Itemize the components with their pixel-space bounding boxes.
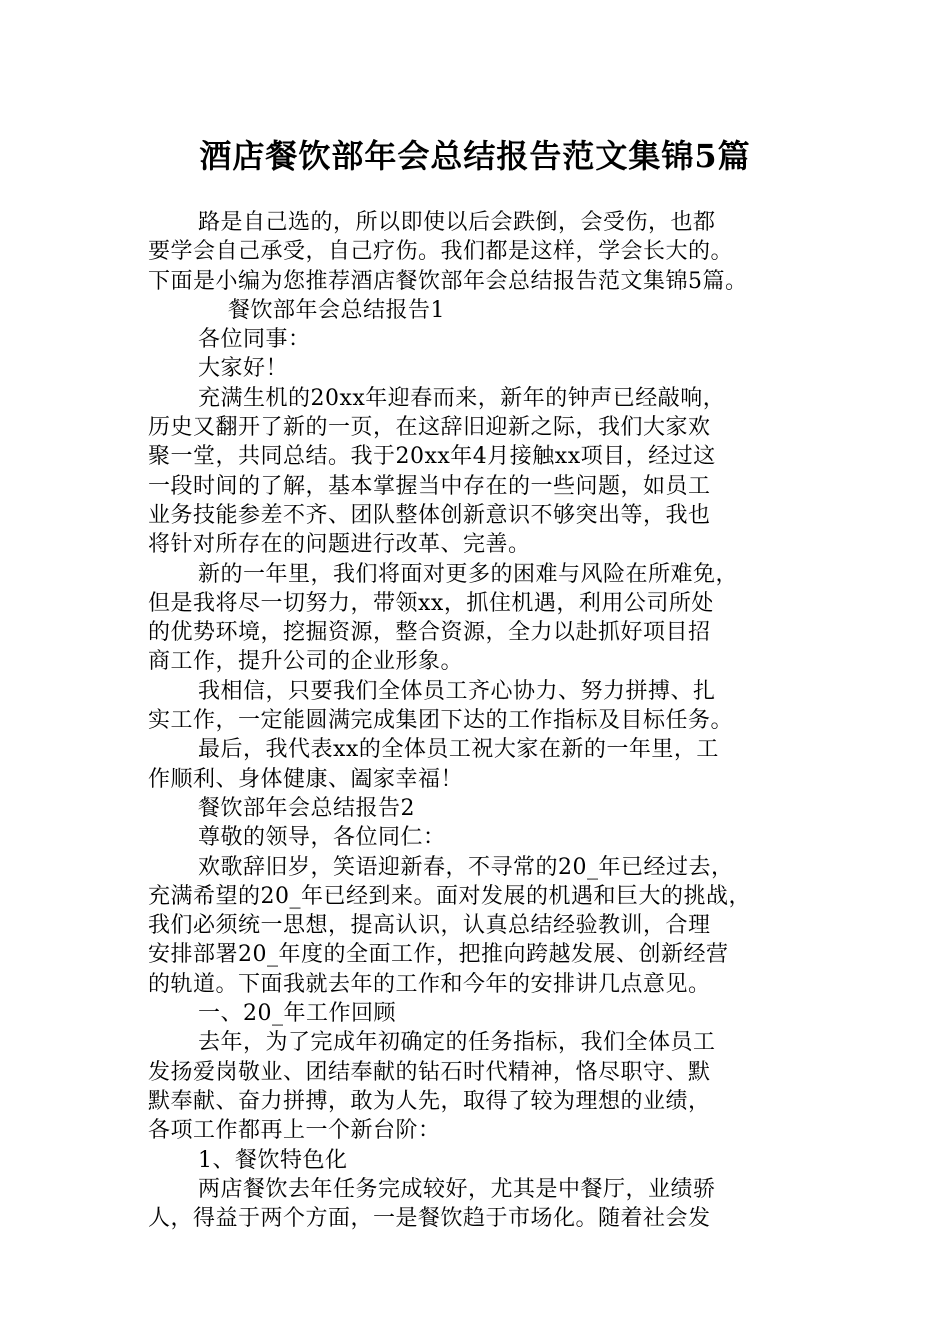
body-text-line: 各位同事： (198, 327, 311, 353)
body-text-line: 业务技能参差不齐、团队整体创新意识不够突出等，我也 (148, 502, 711, 528)
body-text-line: 人，得益于两个方面，一是餐饮趋于市场化。随着社会发 (148, 1206, 711, 1232)
body-text-line: 各项工作都再上一个新台阶： (148, 1118, 441, 1144)
body-text-line: 的轨道。下面我就去年的工作和今年的安排讲几点意见。 (148, 971, 711, 997)
body-text-line: 聚一堂，共同总结。我于20xx年4月接触xx项目，经过这 (148, 444, 716, 470)
body-text-line: 实工作，一定能圆满完成集团下达的工作指标及目标任务。 (148, 708, 734, 734)
body-text-line: 一、20_年工作回顾 (198, 1001, 396, 1027)
body-text-line: 要学会自己承受，自己疗伤。我们都是这样，学会长大的。 (148, 239, 734, 265)
body-text-line: 历史又翻开了新的一页，在这辞旧迎新之际，我们大家欢 (148, 415, 711, 441)
document-title: 酒店餐饮部年会总结报告范文集锦5篇 (199, 137, 751, 175)
body-text-line: 欢歌辞旧岁，笑语迎新春，不寻常的20_年已经过去， (198, 854, 734, 880)
body-text-line: 两店餐饮去年任务完成较好，尤其是中餐厅，业绩骄 (198, 1176, 716, 1202)
body-text-line: 尊敬的领导，各位同仁： (198, 825, 446, 851)
body-text-line: 大家好！ (198, 356, 289, 382)
body-text-line: 将针对所存在的问题进行改革、完善。 (148, 532, 531, 558)
body-text-line: 作顺利、身体健康、阖家幸福！ (148, 766, 464, 792)
document-body (148, 208, 838, 1233)
body-text-line: 我相信，只要我们全体员工齐心协力、努力拼搏、扎 (198, 678, 716, 704)
body-text-line: 发扬爱岗敬业、团结奉献的钻石时代精神，恪尽职守、默 (148, 1059, 711, 1085)
body-text-line: 我们必须统一思想，提高认识，认真总结经验教训，合理 (148, 913, 711, 939)
body-text-line: 1、餐饮特色化 (198, 1147, 348, 1173)
body-text-line: 餐饮部年会总结报告1 (228, 297, 445, 323)
body-text-line: 一段时间的了解，基本掌握当中存在的一些问题，如员工 (148, 473, 711, 499)
body-text-line: 下面是小编为您推荐酒店餐饮部年会总结报告范文集锦5篇。 (148, 268, 748, 294)
body-text-line: 但是我将尽一切努力，带领xx，抓住机遇，利用公司所处 (148, 590, 714, 616)
body-text-line: 充满希望的20_年已经到来。面对发展的机遇和巨大的挑战， (148, 883, 751, 909)
body-text-line: 去年，为了完成年初确定的任务指标，我们全体员工 (198, 1030, 716, 1056)
body-text-line: 默奉献、奋力拼搏，敢为人先，取得了较为理想的业绩， (148, 1088, 711, 1114)
body-text-line: 新的一年里，我们将面对更多的困难与风险在所难免， (198, 561, 739, 587)
body-text-line: 充满生机的20xx年迎春而来，新年的钟声已经敲响， (198, 385, 726, 411)
body-text-line: 路是自己选的，所以即使以后会跌倒，会受伤，也都 (198, 210, 716, 235)
body-text-line: 的优势环境，挖掘资源，整合资源，全力以赴抓好项目招 (148, 620, 711, 646)
body-text-line: 安排部署20_年度的全面工作，把推向跨越发展、创新经营 (148, 942, 729, 968)
body-text-line: 餐饮部年会总结报告2 (198, 795, 415, 821)
body-text-line: 商工作，提升公司的企业形象。 (148, 649, 464, 675)
body-text-line: 最后，我代表xx的全体员工祝大家在新的一年里，工 (198, 737, 719, 763)
